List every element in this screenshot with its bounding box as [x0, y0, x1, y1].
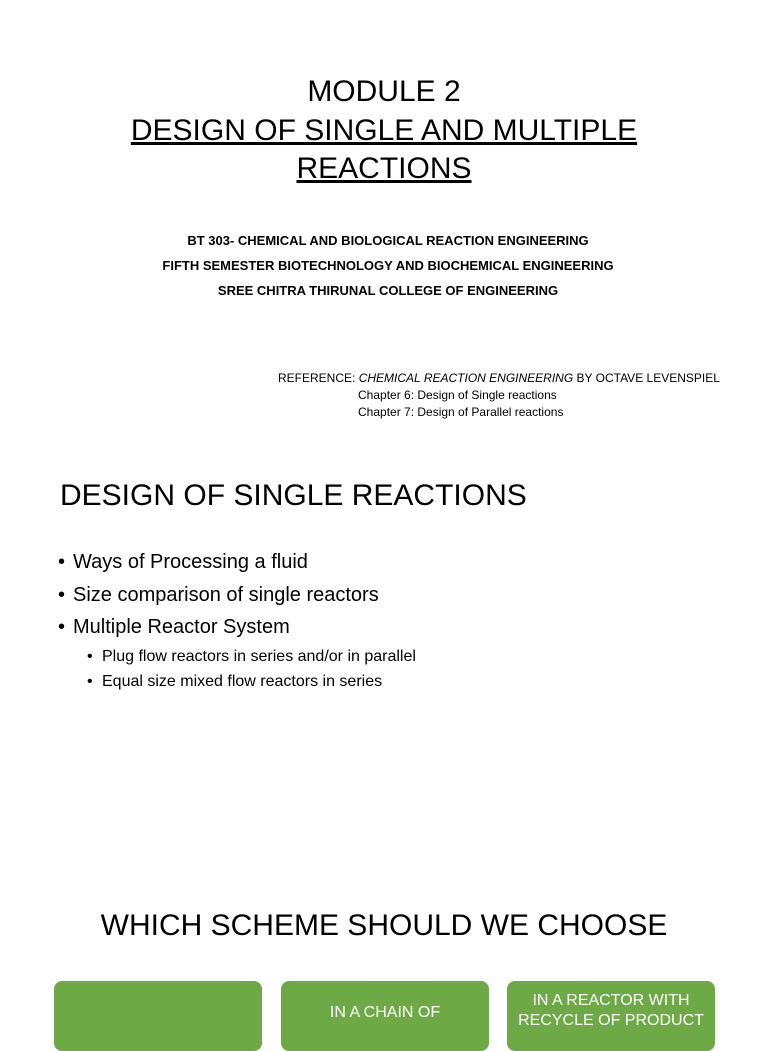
module-label: MODULE 2 [307, 75, 461, 108]
bullet-item: • Size comparison of single reactors [58, 579, 416, 612]
sub-bullet-list [73, 644, 416, 694]
scheme-box-3: IN A REACTOR WITH RECYCLE OF PRODUCT [507, 981, 715, 1051]
reference-author: BY OCTAVE LEVENSPIEL [573, 371, 720, 385]
semester-line: FIFTH SEMESTER BIOTECHNOLOGY AND BIOCHEMICAL ENGINEERING [162, 258, 614, 273]
title-slide [0, 0, 768, 440]
reference-line [278, 370, 720, 387]
reference-chapter-6: Chapter 6: Design of Single reactions [358, 388, 557, 402]
slide-title: DESIGN OF SINGLE REACTIONS [60, 479, 527, 512]
scheme-box-1 [54, 981, 262, 1051]
college-line: SREE CHITRA THIRUNAL COLLEGE OF ENGINEERING [217, 283, 559, 298]
reference-book-title: CHEMICAL REACTION ENGINEERING [358, 371, 574, 385]
bullet-item [58, 611, 416, 694]
reference-label: REFERENCE: [278, 371, 359, 385]
course-info [0, 228, 768, 303]
slide-title: WHICH SCHEME SHOULD WE CHOOSE [100, 909, 668, 942]
scheme-slide [0, 850, 768, 1029]
bullet-item: • Ways of Processing a fluid [58, 546, 416, 579]
reference-block [278, 370, 720, 421]
main-title [120, 112, 648, 188]
reference-chapter-7: Chapter 7: Design of Parallel reactions [358, 405, 564, 419]
main-title-line-2: REACTIONS [296, 152, 472, 185]
bullet-item-text: Multiple Reactor System [73, 616, 290, 638]
course-code-line: BT 303- CHEMICAL AND BIOLOGICAL REACTION ENGINEERING [187, 233, 589, 248]
scheme-box-2: IN A CHAIN OF [281, 981, 489, 1051]
bullet-list [58, 546, 416, 694]
sub-bullet-item: • Plug flow reactors in series and/or in parallel [87, 644, 416, 669]
sub-bullet-item: • Equal size mixed flow reactors in series [87, 669, 416, 694]
main-title-line-1: DESIGN OF SINGLE AND MULTIPLE [130, 114, 638, 147]
single-reactions-slide [0, 440, 768, 850]
